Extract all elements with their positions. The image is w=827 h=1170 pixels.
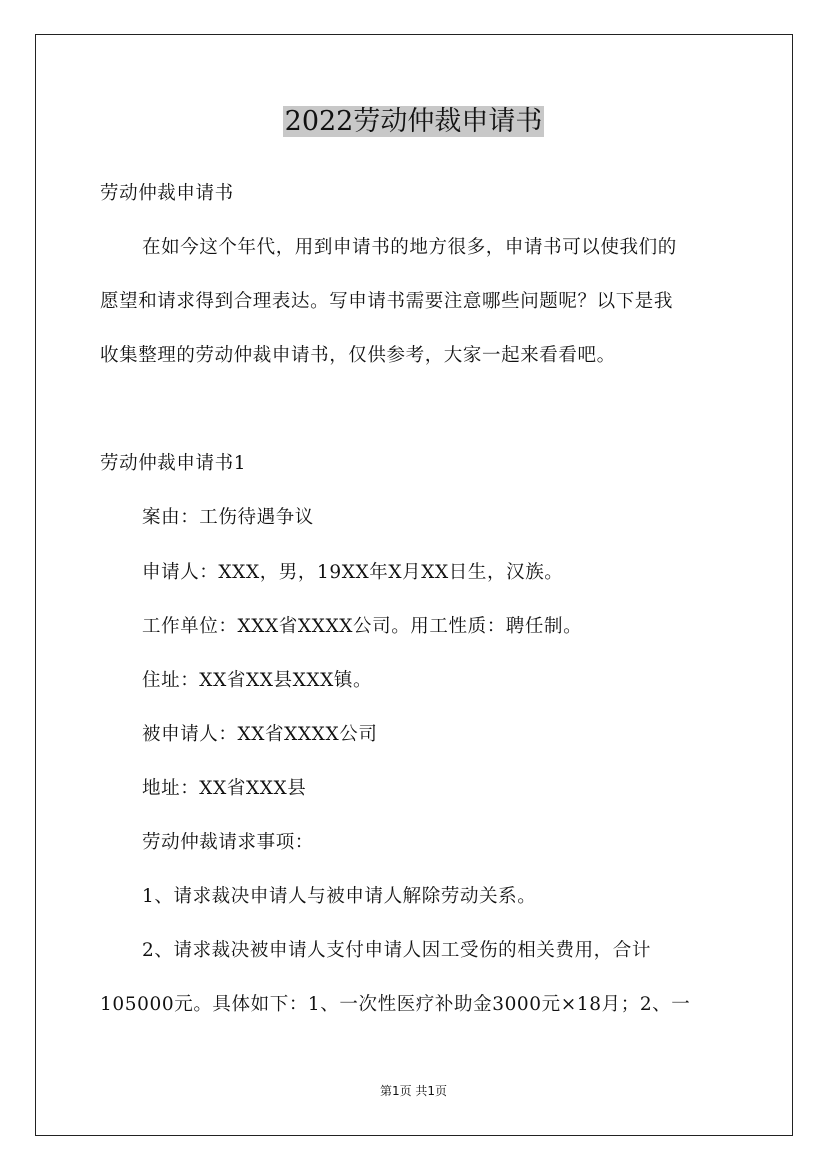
subtitle: 劳动仲裁申请书 bbox=[100, 183, 234, 204]
claims-heading: 劳动仲裁请求事项： bbox=[142, 832, 314, 853]
claim-1: 1、请求裁决申请人与被申请人解除劳动关系。 bbox=[142, 886, 537, 907]
claim-2-line-1: 2、请求裁决被申请人支付申请人因工受伤的相关费用，合计 bbox=[142, 940, 651, 961]
section-heading: 劳动仲裁申请书1 bbox=[100, 453, 247, 474]
applicant: 申请人：XXX，男，19XX年X月XX日生，汉族。 bbox=[142, 562, 564, 583]
claim-2-line-2: 105000元。具体如下：1、一次性医疗补助金3000元×18月；2、一 bbox=[100, 994, 691, 1015]
work-unit: 工作单位：XXX省XXXX公司。用工性质：聘任制。 bbox=[142, 616, 583, 637]
intro-line-2: 愿望和请求得到合理表达。写申请书需要注意哪些问题呢？以下是我 bbox=[100, 291, 674, 312]
respondent: 被申请人：XX省XXXX公司 bbox=[142, 724, 378, 745]
page-footer: 第1页 共1页 bbox=[379, 1084, 448, 1098]
document-title-text: 2022劳动仲裁申请书 bbox=[284, 106, 543, 137]
intro-line-3: 收集整理的劳动仲裁申请书，仅供参考，大家一起来看看吧。 bbox=[100, 345, 616, 366]
respondent-address: 地址：XX省XXX县 bbox=[142, 778, 307, 799]
document-title bbox=[0, 103, 827, 141]
case-reason: 案由：工伤待遇争议 bbox=[142, 507, 314, 528]
intro-line-1: 在如今这个年代，用到申请书的地方很多，申请书可以使我们的 bbox=[142, 237, 677, 258]
address: 住址：XX省XX县XXX镇。 bbox=[142, 670, 373, 691]
